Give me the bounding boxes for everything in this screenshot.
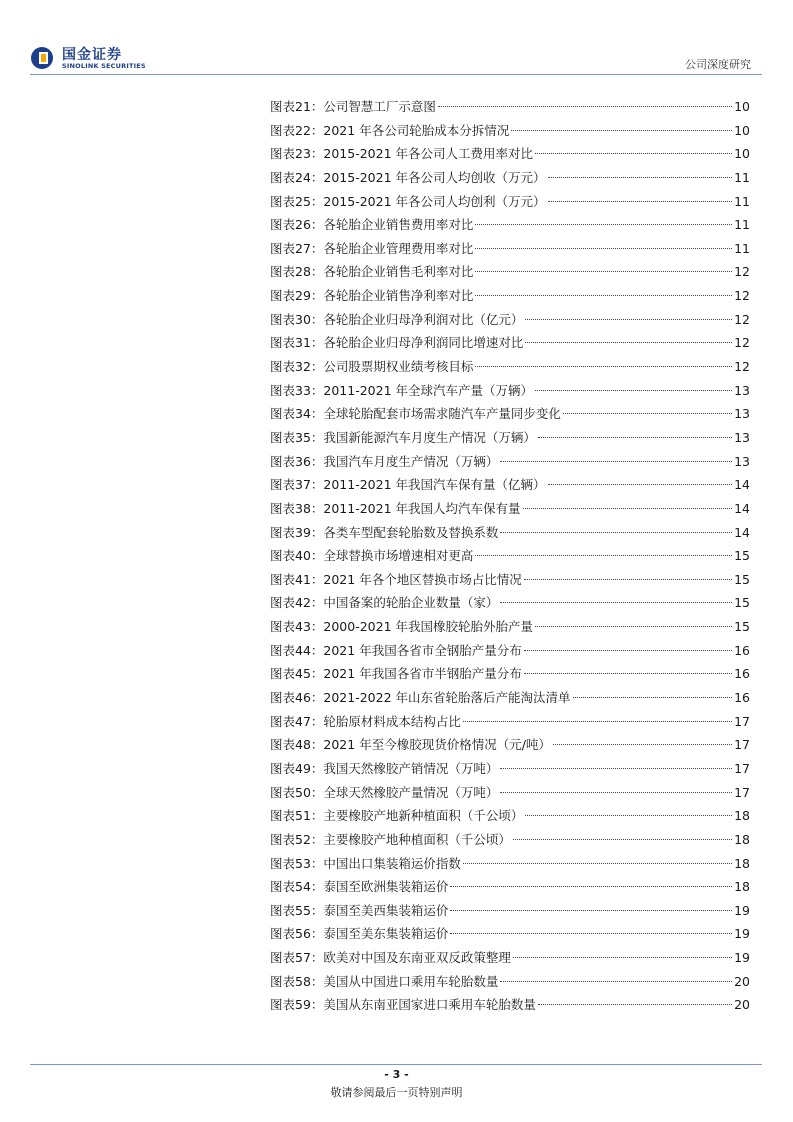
toc-leader-dots (524, 673, 732, 674)
toc-leader-dots (525, 815, 732, 816)
toc-leader-dots (548, 201, 733, 202)
toc-entry-label: 图表57：欧美对中国及东南亚双反政策整理 (270, 950, 511, 966)
toc-leader-dots (563, 413, 732, 414)
toc-entry[interactable] (270, 757, 750, 781)
toc-leader-dots (500, 602, 732, 603)
toc-entry-label: 图表25：2015-2021 年各公司人均创利（万元） (270, 193, 546, 209)
toc-entry[interactable] (270, 615, 750, 639)
toc-leader-dots (538, 1004, 732, 1005)
toc-entry-page: 17 (734, 737, 750, 753)
toc-entry-label: 图表43：2000-2021 年我国橡胶轮胎外胎产量 (270, 619, 534, 635)
toc-entry[interactable] (270, 142, 750, 166)
toc-entry-label: 图表52：主要橡胶产地种植面积（千公顷） (270, 831, 511, 847)
header-divider (30, 74, 762, 75)
toc-leader-dots (548, 484, 733, 485)
toc-entry-label: 图表49：我国天然橡胶产销情况（万吨） (270, 760, 499, 776)
toc-entry-page: 18 (734, 831, 750, 847)
toc-leader-dots (438, 106, 732, 107)
toc-leader-dots (475, 224, 732, 225)
toc-leader-dots (573, 697, 733, 698)
toc-leader-dots (450, 886, 732, 887)
page-number: - 3 - (384, 1068, 409, 1081)
toc-entry[interactable] (270, 733, 750, 757)
page-header (0, 0, 793, 80)
toc-leader-dots (535, 626, 732, 627)
toc-leader-dots (513, 957, 732, 958)
toc-entry-page: 18 (734, 808, 750, 824)
toc-entry-label: 图表45：2021 年我国各省市半钢胎产量分布 (270, 666, 522, 682)
toc-entry-label: 图表42：中国备案的轮胎企业数量（家） (270, 595, 499, 611)
toc-entry-page: 13 (734, 382, 750, 398)
toc-entry-page: 16 (734, 690, 750, 706)
toc-leader-dots (535, 390, 732, 391)
toc-leader-dots (500, 461, 732, 462)
toc-leader-dots (463, 863, 732, 864)
toc-entry-page: 18 (734, 855, 750, 871)
toc-entry-label: 图表48：2021 年至今橡胶现货价格情况（元/吨） (270, 737, 551, 753)
toc-entry-page: 11 (734, 240, 750, 256)
toc-entry-page: 16 (734, 666, 750, 682)
toc-entry-label: 图表21：公司智慧工厂示意图 (270, 99, 436, 114)
toc-entry[interactable] (270, 119, 750, 143)
toc-entry[interactable] (270, 946, 750, 970)
toc-leader-dots (475, 295, 732, 296)
toc-entry-page: 11 (734, 217, 750, 233)
toc-entry[interactable] (270, 190, 750, 214)
toc-entry-label: 图表35：我国新能源汽车月度生产情况（万辆） (270, 429, 536, 445)
toc-entry[interactable] (270, 260, 750, 284)
toc-entry-page: 19 (734, 902, 750, 918)
toc-entry-page: 17 (734, 784, 750, 800)
toc-entry-label: 图表59：美国从东南亚国家进口乘用车轮胎数量 (270, 997, 536, 1013)
sinolink-logo-icon (30, 46, 54, 70)
toc-entry[interactable] (270, 331, 750, 355)
toc-entry-label: 图表50：全球天然橡胶产量情况（万吨） (270, 784, 499, 800)
toc-entry-page: 17 (734, 760, 750, 776)
toc-entry[interactable] (270, 568, 750, 592)
toc-entry[interactable] (270, 521, 750, 545)
toc-entry-page: 12 (734, 288, 750, 304)
toc-entry[interactable] (270, 922, 750, 946)
toc-leader-dots (538, 437, 732, 438)
toc-leader-dots (450, 910, 732, 911)
toc-entry[interactable] (270, 402, 750, 426)
toc-entry[interactable] (270, 875, 750, 899)
toc-entry[interactable] (270, 166, 750, 190)
toc-entry-page: 13 (734, 429, 750, 445)
toc-entry[interactable] (270, 591, 750, 615)
toc-entry-label: 图表31：各轮胎企业归母净利润同比增速对比 (270, 335, 524, 351)
toc-entry[interactable] (270, 662, 750, 686)
toc-entry-page: 14 (734, 500, 750, 516)
toc-entry-page: 11 (734, 169, 750, 185)
toc-entry[interactable] (270, 781, 750, 805)
toc-entry-label: 图表26：各轮胎企业销售费用率对比 (270, 217, 474, 233)
figure-list (270, 95, 750, 1017)
logo-chinese-name: 国金证券 (62, 47, 122, 63)
toc-entry-page: 13 (734, 406, 750, 422)
toc-leader-dots (450, 933, 732, 934)
company-logo (30, 44, 150, 74)
toc-leader-dots (500, 792, 732, 793)
toc-entry-page: 15 (734, 595, 750, 611)
toc-entry[interactable] (270, 355, 750, 379)
toc-entry-label: 图表29：各轮胎企业销售净利率对比 (270, 288, 474, 304)
toc-entry[interactable] (270, 544, 750, 568)
toc-entry-label: 图表41：2021 年各个地区替换市场占比情况 (270, 571, 522, 587)
toc-entry[interactable] (270, 237, 750, 261)
toc-entry[interactable] (270, 497, 750, 521)
toc-entry[interactable] (270, 804, 750, 828)
logo-english-name: SINOLINK SECURITIES (62, 62, 146, 70)
toc-entry-page: 20 (734, 973, 750, 989)
toc-entry[interactable] (270, 710, 750, 734)
toc-entry-label: 图表38：2011-2021 年我国人均汽车保有量 (270, 500, 521, 516)
toc-entry-label: 图表28：各轮胎企业销售毛利率对比 (270, 264, 474, 280)
toc-entry-label: 图表44：2021 年我国各省市全钢胎产量分布 (270, 642, 522, 658)
toc-entry-page: 14 (734, 524, 750, 540)
toc-leader-dots (511, 130, 732, 131)
toc-leader-dots (535, 153, 732, 154)
toc-leader-dots (475, 248, 732, 249)
toc-leader-dots (500, 768, 732, 769)
toc-entry-label: 图表22：2021 年各公司轮胎成本分拆情况 (270, 122, 510, 138)
toc-leader-dots (500, 532, 732, 533)
toc-entry-label: 图表34：全球轮胎配套市场需求随汽车产量同步变化 (270, 406, 561, 422)
toc-leader-dots (513, 839, 732, 840)
toc-entry-label: 图表24：2015-2021 年各公司人均创收（万元） (270, 169, 546, 185)
toc-entry-label: 图表51：主要橡胶产地新种植面积（千公顷） (270, 808, 524, 824)
toc-entry[interactable] (270, 95, 750, 119)
toc-entry[interactable] (270, 970, 750, 994)
toc-entry-label: 图表47：轮胎原材料成本结构占比 (270, 713, 461, 729)
toc-entry[interactable] (270, 473, 750, 497)
toc-entry-label: 图表39：各类车型配套轮胎数及替换系数 (270, 524, 499, 540)
toc-leader-dots (523, 508, 733, 509)
toc-entry[interactable] (270, 284, 750, 308)
toc-entry-label: 图表32：公司股票期权业绩考核目标 (270, 359, 474, 375)
toc-leader-dots (475, 366, 732, 367)
toc-leader-dots (475, 555, 732, 556)
disclaimer-note: 敬请参阅最后一页特别声明 (330, 1086, 463, 1099)
toc-entry-page: 12 (734, 264, 750, 280)
toc-entry-page: 17 (734, 713, 750, 729)
toc-entry-page: 15 (734, 619, 750, 635)
toc-entry-label: 图表55：泰国至美西集装箱运价 (270, 902, 449, 918)
toc-entry-page: 13 (734, 453, 750, 469)
toc-leader-dots (524, 579, 732, 580)
toc-leader-dots (548, 177, 733, 178)
toc-entry-page: 12 (734, 359, 750, 375)
toc-entry-page: 11 (734, 193, 750, 209)
toc-leader-dots (525, 319, 732, 320)
toc-entry-label: 图表37：2011-2021 年我国汽车保有量（亿辆） (270, 477, 546, 493)
toc-entry-label: 图表46：2021-2022 年山东省轮胎落后产能淘汰清单 (270, 690, 571, 706)
toc-entry[interactable] (270, 426, 750, 450)
toc-leader-dots (553, 744, 732, 745)
toc-leader-dots (500, 981, 732, 982)
toc-entry-label: 图表54：泰国至欧洲集装箱运价 (270, 879, 449, 895)
toc-entry[interactable] (270, 639, 750, 663)
toc-entry-label: 图表27：各轮胎企业管理费用率对比 (270, 240, 474, 256)
toc-entry[interactable] (270, 308, 750, 332)
toc-entry-page: 14 (734, 477, 750, 493)
toc-entry-page: 19 (734, 926, 750, 942)
toc-entry-page: 10 (734, 99, 750, 114)
toc-entry-page: 19 (734, 950, 750, 966)
toc-entry-label: 图表58：美国从中国进口乘用车轮胎数量 (270, 973, 499, 989)
toc-entry-page: 12 (734, 311, 750, 327)
footer-divider (30, 1064, 762, 1065)
toc-leader-dots (525, 342, 732, 343)
toc-entry-page: 16 (734, 642, 750, 658)
toc-entry-label: 图表53：中国出口集装箱运价指数 (270, 855, 461, 871)
toc-entry-page: 18 (734, 879, 750, 895)
toc-entry-label: 图表30：各轮胎企业归母净利润对比（亿元） (270, 311, 524, 327)
toc-entry-page: 15 (734, 548, 750, 564)
toc-entry[interactable] (270, 828, 750, 852)
toc-entry-page: 10 (734, 122, 750, 138)
toc-entry-label: 图表36：我国汽车月度生产情况（万辆） (270, 453, 499, 469)
toc-entry-page: 12 (734, 335, 750, 351)
toc-entry-label: 图表56：泰国至美东集装箱运价 (270, 926, 449, 942)
toc-entry-label: 图表40：全球替换市场增速相对更高 (270, 548, 474, 564)
toc-leader-dots (475, 271, 732, 272)
report-type-label: 公司深度研究 (685, 58, 751, 71)
toc-entry-page: 15 (734, 571, 750, 587)
toc-entry[interactable] (270, 686, 750, 710)
toc-entry-page: 20 (734, 997, 750, 1013)
toc-leader-dots (524, 650, 732, 651)
toc-entry[interactable] (270, 213, 750, 237)
toc-entry-label: 图表23：2015-2021 年各公司人工费用率对比 (270, 146, 534, 162)
toc-entry[interactable] (270, 993, 750, 1017)
toc-entry-page: 10 (734, 146, 750, 162)
toc-entry[interactable] (270, 852, 750, 876)
toc-leader-dots (463, 721, 732, 722)
toc-entry[interactable] (270, 450, 750, 474)
toc-entry[interactable] (270, 379, 750, 403)
toc-entry[interactable] (270, 899, 750, 923)
toc-entry-label: 图表33：2011-2021 年全球汽车产量（万辆） (270, 382, 534, 398)
